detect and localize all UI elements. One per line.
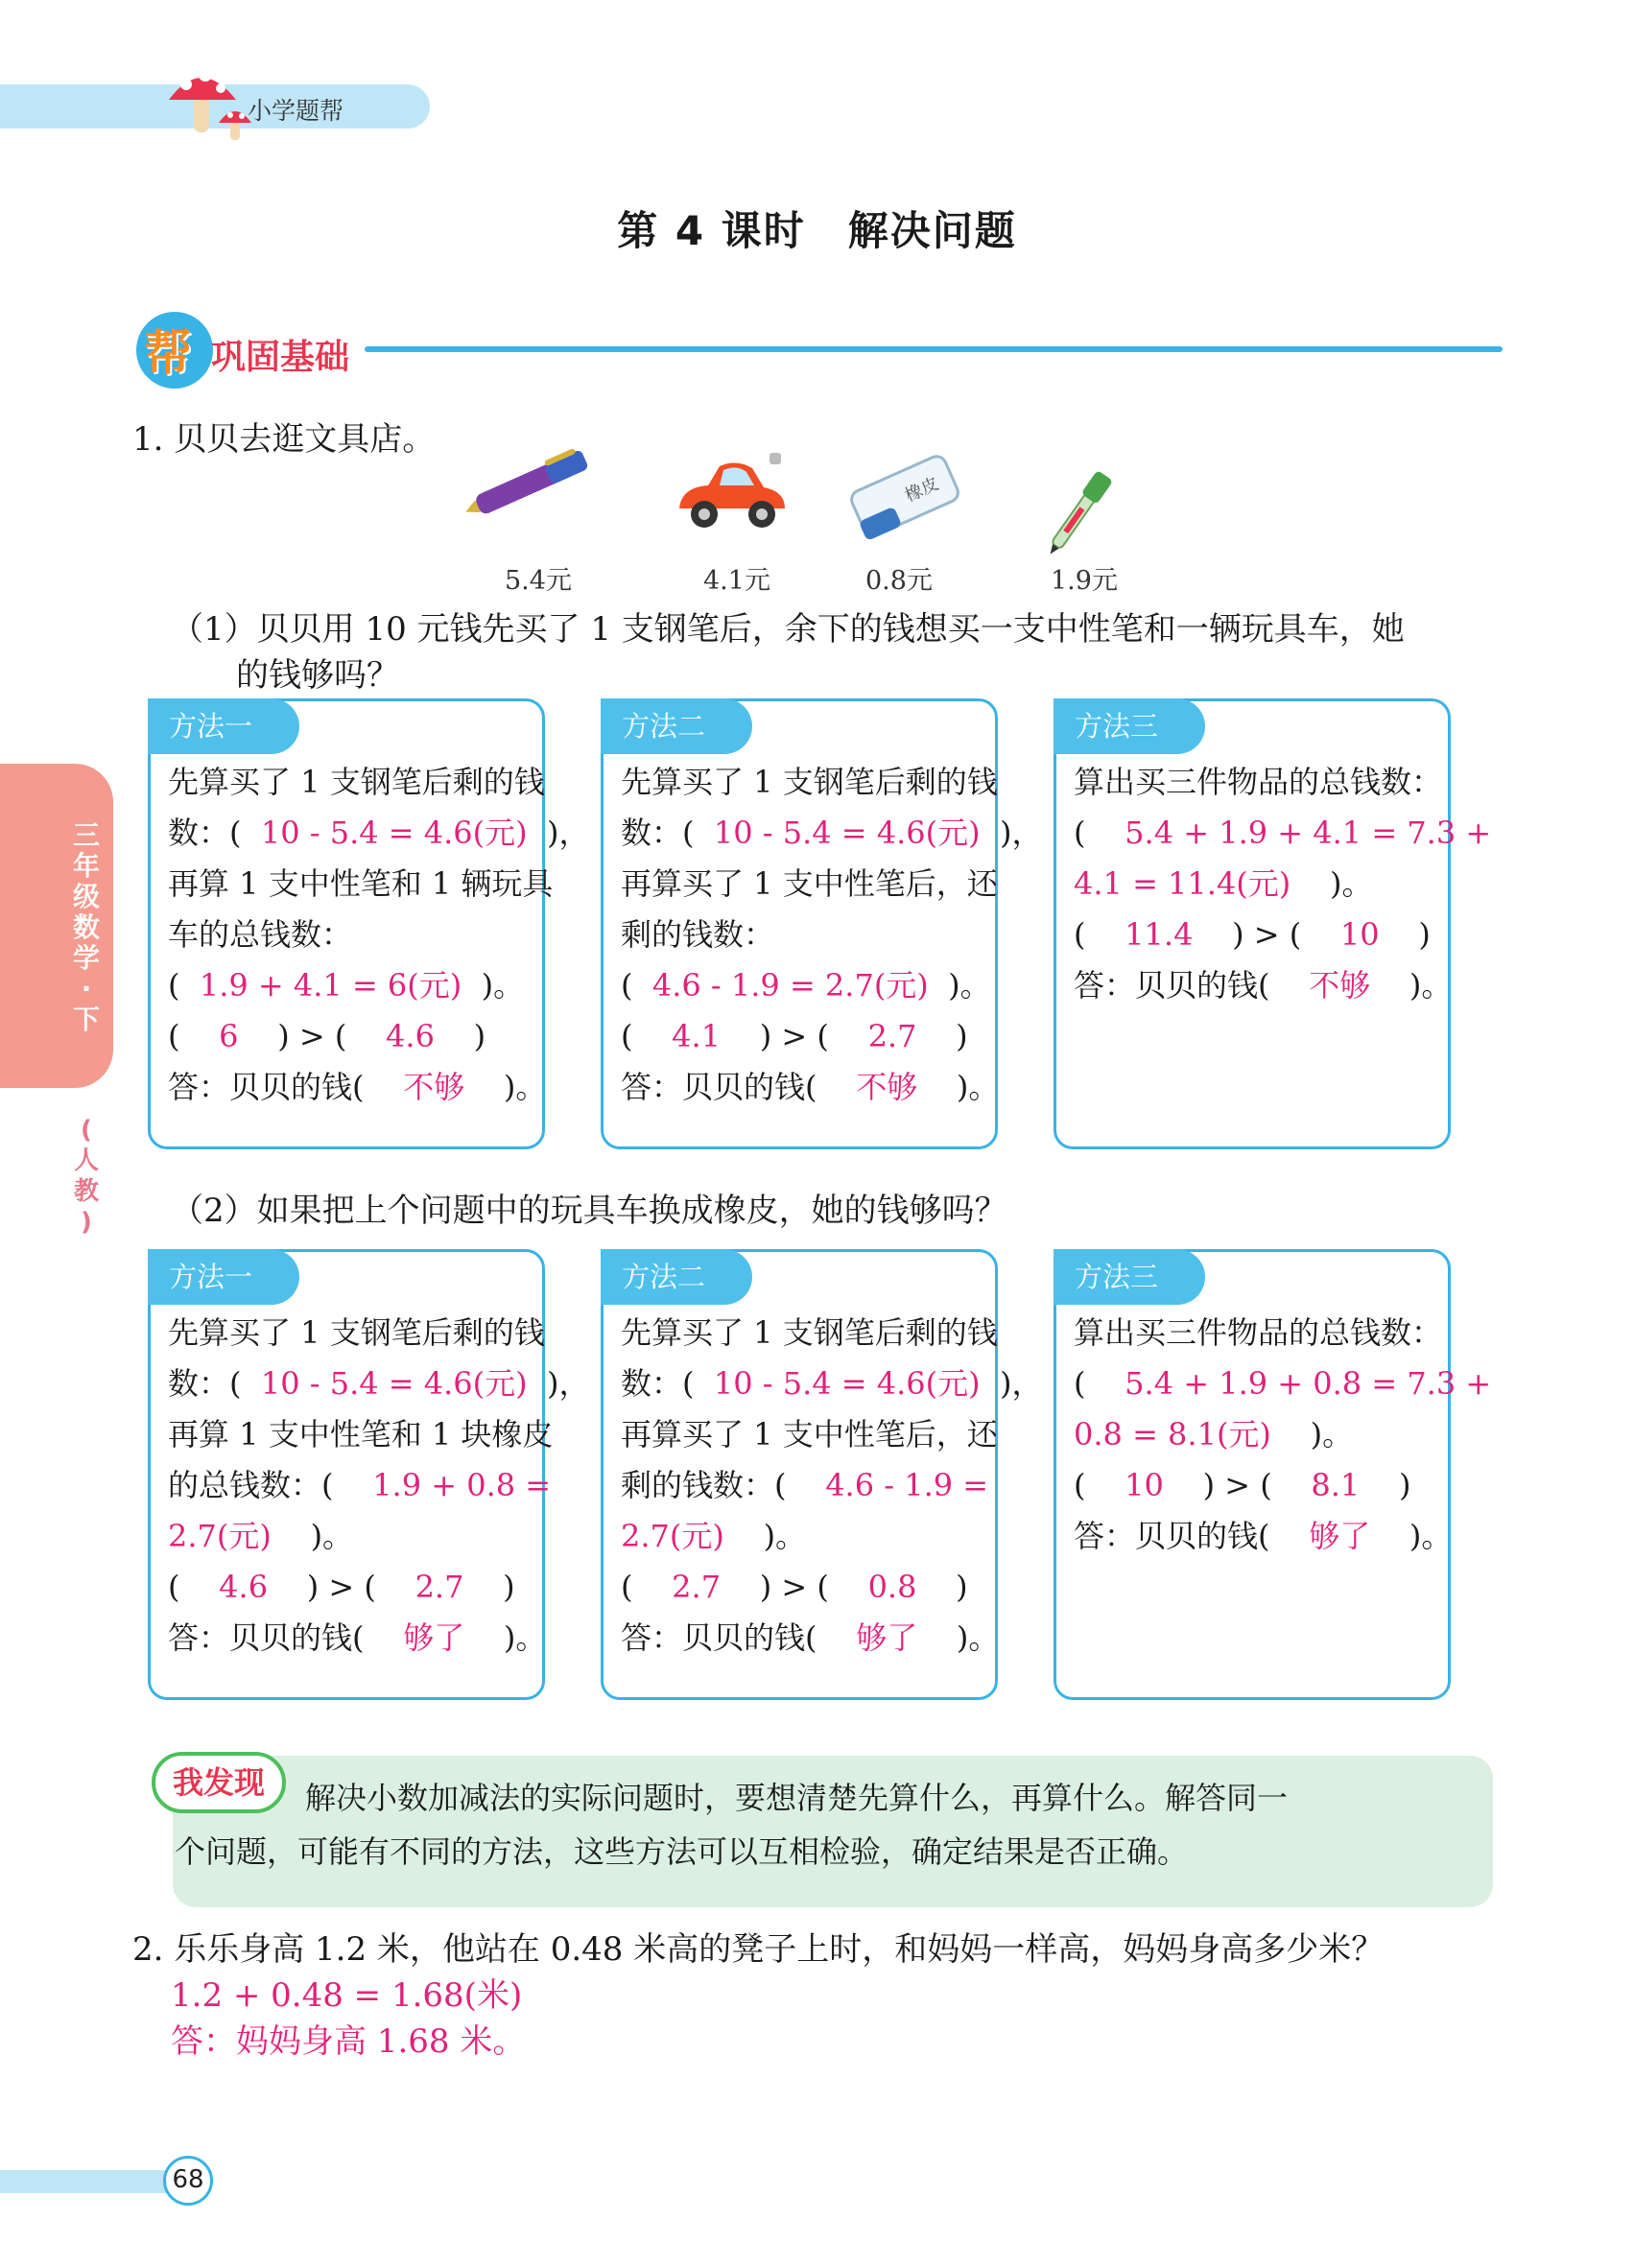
method-line bbox=[168, 1562, 531, 1613]
method-line bbox=[168, 757, 545, 808]
method-line bbox=[168, 1511, 531, 1562]
method-text: 答：贝贝的钱( bbox=[1074, 967, 1310, 1004]
method-text: )， bbox=[980, 815, 1043, 851]
answer-text: 10 - 5.4 = 4.6(元) bbox=[713, 1365, 981, 1402]
answer-text: 4.6 bbox=[386, 1018, 435, 1054]
part2-method-box bbox=[1054, 1249, 1492, 1700]
method-text: )。 bbox=[464, 1069, 547, 1105]
method-line bbox=[621, 1511, 983, 1562]
method-line bbox=[621, 1358, 1043, 1409]
method-text: 数：( bbox=[168, 815, 261, 851]
method-text: ) > ( bbox=[1163, 1467, 1312, 1503]
method-line bbox=[1074, 859, 1436, 910]
question-1-stem: 1. 贝贝去逛文具店。 bbox=[132, 420, 436, 459]
method-text: 的总钱数：( bbox=[168, 1467, 373, 1503]
method-line bbox=[168, 1062, 547, 1113]
method-line bbox=[168, 859, 554, 910]
answer-text: 1.9 + 0.8 = bbox=[372, 1467, 552, 1503]
method-text: 先算买了 1 支钢笔后剩的钱 bbox=[168, 764, 545, 800]
answer-text: 4.6 bbox=[219, 1569, 269, 1605]
method-line bbox=[168, 1358, 590, 1409]
answer-text: 够了 bbox=[856, 1619, 918, 1656]
method-line bbox=[168, 1409, 554, 1460]
method-text: ) bbox=[1379, 916, 1431, 953]
section-divider bbox=[365, 346, 1503, 352]
method-text: )， bbox=[527, 1365, 590, 1402]
method-text: )， bbox=[980, 1365, 1043, 1402]
answer-text: 0.8 bbox=[867, 1569, 917, 1605]
method-line bbox=[1074, 1460, 1436, 1511]
method-text: ) > ( bbox=[721, 1569, 868, 1605]
method-text: ( bbox=[1074, 1365, 1125, 1402]
method-lines bbox=[621, 757, 1043, 1113]
answer-text: 10 bbox=[1125, 1467, 1164, 1503]
method-line bbox=[621, 1409, 998, 1460]
part1-method-box bbox=[1054, 698, 1492, 1149]
method-text: 数：( bbox=[168, 1365, 261, 1402]
section-badge-char: 帮 bbox=[144, 325, 192, 381]
discovery-line-1: 解决小数加减法的实际问题时，要想清楚先算什么，再算什么。解答同一 bbox=[305, 1780, 1289, 1816]
method-text: )。 bbox=[917, 1619, 1000, 1656]
method-text: 剩的钱数： bbox=[621, 916, 775, 953]
method-line bbox=[621, 808, 1043, 859]
method-text: )。 bbox=[1291, 865, 1373, 902]
answer-text: 4.1 bbox=[672, 1018, 722, 1054]
part2-method-box bbox=[148, 1249, 590, 1700]
answer-text: 10 - 5.4 = 4.6(元) bbox=[260, 1365, 528, 1402]
method-text: ( bbox=[1074, 916, 1125, 953]
method-text: ( bbox=[621, 1018, 673, 1054]
method-line bbox=[621, 1062, 1000, 1113]
method-title: 方法三 bbox=[1054, 698, 1205, 754]
method-text: 再算买了 1 支中性笔后，还 bbox=[621, 1416, 998, 1453]
method-lines bbox=[1074, 757, 1492, 1011]
answer-text: 2.7(元) bbox=[168, 1518, 272, 1554]
method-text: )， bbox=[527, 815, 590, 851]
answer-text: 10 bbox=[1339, 916, 1380, 953]
method-line bbox=[621, 1011, 983, 1062]
method-line bbox=[168, 808, 590, 859]
method-text: ( bbox=[168, 1569, 220, 1605]
method-text: 答：贝贝的钱( bbox=[168, 1619, 404, 1656]
method-line bbox=[621, 859, 998, 910]
method-text: ) bbox=[916, 1569, 968, 1605]
page-title: 第 4 课时 解决问题 bbox=[617, 207, 1017, 254]
method-text: )。 bbox=[723, 1518, 807, 1554]
method-text: )。 bbox=[928, 967, 991, 1004]
answer-text: 2.7 bbox=[672, 1569, 722, 1605]
answer-text: 6 bbox=[219, 1018, 239, 1054]
method-text: )。 bbox=[271, 1518, 354, 1554]
part1-method-box bbox=[148, 698, 590, 1149]
method-text: ( bbox=[621, 967, 652, 1004]
eraser-icon bbox=[844, 443, 965, 549]
method-text: ( bbox=[1074, 815, 1125, 851]
eraser-label: 橡皮 bbox=[902, 473, 942, 507]
method-lines bbox=[168, 757, 590, 1113]
fountain-pen-icon bbox=[459, 432, 612, 528]
discovery-line-2: 个问题，可能有不同的方法，这些方法可以互相检验，确定结果是否正确。 bbox=[175, 1833, 1189, 1870]
method-lines bbox=[621, 1308, 1043, 1664]
answer-text: 4.6 - 1.9 = bbox=[825, 1467, 989, 1503]
method-text: )。 bbox=[1370, 1518, 1453, 1554]
price-toy-car: 4.1元 bbox=[703, 566, 770, 596]
method-text: ( bbox=[1074, 1467, 1125, 1503]
method-line bbox=[1074, 808, 1492, 859]
method-text: 答：贝贝的钱( bbox=[1074, 1518, 1310, 1554]
answer-text: 10 - 5.4 = 4.6(元) bbox=[260, 815, 528, 851]
answer-text: 4.1 = 11.4(元) bbox=[1074, 865, 1291, 902]
method-text: 车的总钱数： bbox=[168, 916, 353, 953]
page-number: 68 bbox=[172, 2165, 204, 2194]
answer-text: 够了 bbox=[403, 1619, 465, 1656]
method-text: ( bbox=[168, 1018, 220, 1054]
answer-text: 8.1 bbox=[1311, 1467, 1361, 1503]
method-line bbox=[1074, 910, 1436, 960]
method-line bbox=[168, 1460, 552, 1511]
part1-method-box bbox=[601, 698, 1043, 1149]
method-text: 再算买了 1 支中性笔后，还 bbox=[621, 865, 998, 902]
method-line bbox=[1074, 1308, 1443, 1358]
method-text: 先算买了 1 支钢笔后剩的钱 bbox=[168, 1314, 545, 1351]
method-line bbox=[621, 1460, 989, 1511]
method-text: ) bbox=[916, 1018, 968, 1054]
answer-text: 1.9 + 4.1 = 6(元) bbox=[199, 967, 462, 1004]
answer-text: 不够 bbox=[856, 1069, 918, 1105]
price-eraser: 0.8元 bbox=[865, 566, 933, 596]
part-2-question: （2）如果把上个问题中的玩具车换成橡皮，她的钱够吗？ bbox=[171, 1192, 1007, 1230]
method-text: 再算 1 支中性笔和 1 辆玩具 bbox=[168, 865, 554, 902]
mushroom-logo-icon bbox=[161, 56, 253, 148]
discovery-badge-label: 我发现 bbox=[172, 1764, 265, 1801]
method-text: ) > ( bbox=[268, 1569, 415, 1605]
answer-text: 5.4 + 1.9 + 0.8 = 7.3 + bbox=[1125, 1365, 1492, 1402]
answer-text: 不够 bbox=[403, 1069, 465, 1105]
method-text: 数：( bbox=[621, 815, 714, 851]
method-title: 方法二 bbox=[601, 1249, 752, 1305]
method-text: ) bbox=[1360, 1467, 1411, 1503]
side-edition-label: ( 人 教 ) bbox=[73, 1116, 99, 1237]
method-title: 方法二 bbox=[601, 698, 752, 754]
method-text: )。 bbox=[1270, 1416, 1354, 1453]
method-line bbox=[168, 960, 531, 1011]
part2-method-box bbox=[601, 1249, 1043, 1700]
method-text: 先算买了 1 支钢笔后剩的钱 bbox=[621, 1314, 998, 1351]
section-label: 巩固基础 bbox=[211, 338, 350, 377]
method-text: )。 bbox=[917, 1069, 1000, 1105]
answer-text: 够了 bbox=[1309, 1518, 1371, 1554]
method-text: ) bbox=[463, 1569, 515, 1605]
brand-label: 小学题帮 bbox=[248, 97, 344, 125]
method-text: )。 bbox=[1370, 967, 1453, 1004]
method-line bbox=[168, 1613, 547, 1664]
method-title: 方法三 bbox=[1054, 1249, 1205, 1305]
method-line bbox=[621, 960, 991, 1011]
method-text: 答：贝贝的钱( bbox=[621, 1619, 857, 1656]
method-text: ) > ( bbox=[721, 1018, 868, 1054]
answer-text: 11.4 bbox=[1125, 916, 1194, 953]
footer-strip bbox=[0, 2170, 180, 2193]
method-text: 答：贝贝的钱( bbox=[621, 1069, 857, 1105]
gel-pen-icon bbox=[1029, 459, 1134, 564]
question-2-calc: 1.2 + 0.48 = 1.68(米) bbox=[171, 1976, 523, 2015]
method-text: ) > ( bbox=[1193, 916, 1340, 953]
method-line bbox=[1074, 757, 1443, 808]
method-text: ) bbox=[434, 1018, 486, 1054]
answer-text: 2.7 bbox=[867, 1018, 917, 1054]
method-line bbox=[1074, 1409, 1436, 1460]
method-line bbox=[621, 1613, 1000, 1664]
answer-text: 10 - 5.4 = 4.6(元) bbox=[713, 815, 981, 851]
method-text: )。 bbox=[464, 1619, 547, 1656]
method-line bbox=[1074, 960, 1453, 1011]
method-text: )。 bbox=[462, 967, 525, 1004]
method-lines bbox=[1074, 1308, 1492, 1562]
method-text: ( bbox=[168, 967, 200, 1004]
method-text: ( bbox=[621, 1569, 673, 1605]
method-text: 先算买了 1 支钢笔后剩的钱 bbox=[621, 764, 998, 800]
method-line bbox=[168, 1011, 531, 1062]
method-line bbox=[621, 757, 998, 808]
answer-text: 0.8 = 8.1(元) bbox=[1074, 1416, 1271, 1453]
method-text: 算出买三件物品的总钱数： bbox=[1074, 1314, 1443, 1351]
method-line bbox=[621, 1308, 998, 1358]
method-line bbox=[621, 910, 983, 960]
method-line bbox=[621, 1562, 983, 1613]
method-title: 方法一 bbox=[148, 698, 299, 754]
price-gel-pen: 1.9元 bbox=[1051, 566, 1118, 596]
answer-text: 5.4 + 1.9 + 4.1 = 7.3 + bbox=[1125, 815, 1492, 851]
question-2-answer: 答：妈妈身高 1.68 米。 bbox=[171, 2022, 526, 2061]
answer-text: 2.7(元) bbox=[621, 1518, 724, 1554]
method-text: 算出买三件物品的总钱数： bbox=[1074, 764, 1443, 800]
method-lines bbox=[168, 1308, 590, 1664]
method-line bbox=[1074, 1511, 1453, 1562]
answer-text: 不够 bbox=[1309, 967, 1371, 1004]
question-2-stem: 2. 乐乐身高 1.2 米，他站在 0.48 米高的凳子上时，和妈妈一样高，妈妈身高多少米？ bbox=[132, 1930, 1385, 1969]
side-grade-label: 三 年 级 数 学 · 下 bbox=[72, 819, 100, 1035]
part-1-question-line-2: 的钱够吗？ bbox=[236, 656, 399, 695]
method-line bbox=[1074, 1358, 1492, 1409]
answer-text: 2.7 bbox=[414, 1569, 464, 1605]
method-text: 数：( bbox=[621, 1365, 714, 1402]
discovery-text bbox=[175, 1771, 1480, 1878]
method-line bbox=[168, 910, 531, 960]
price-fountain-pen: 5.4元 bbox=[505, 566, 572, 596]
method-text: 剩的钱数：( bbox=[621, 1467, 826, 1503]
part-1-question-line-1: （1）贝贝用 10 元钱先买了 1 支钢笔后，余下的钱想买一支中性笔和一辆玩具车，她 bbox=[171, 610, 1405, 649]
method-text: ) > ( bbox=[238, 1018, 387, 1054]
method-text: 答：贝贝的钱( bbox=[168, 1069, 404, 1105]
toy-car-icon bbox=[670, 449, 794, 545]
method-text: 再算 1 支中性笔和 1 块橡皮 bbox=[168, 1416, 554, 1453]
answer-text: 4.6 - 1.9 = 2.7(元) bbox=[651, 967, 929, 1004]
method-title: 方法一 bbox=[148, 1249, 299, 1305]
method-line bbox=[168, 1308, 545, 1358]
